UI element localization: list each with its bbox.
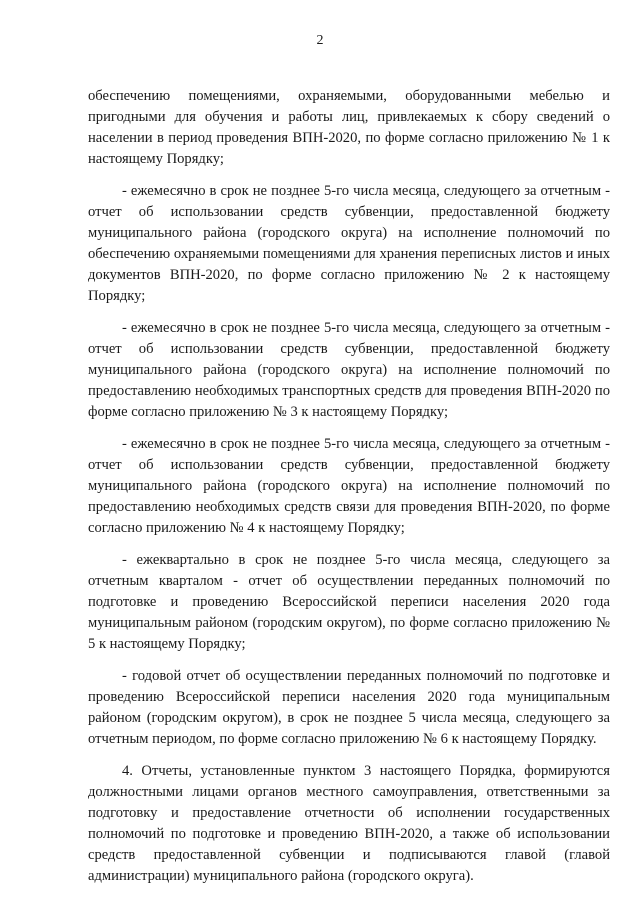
paragraph-monthly-communication-report: - ежемесячно в срок не позднее 5-го числа месяца, следующего за отчетным - отчет об использовании средств субвенции, предоставленной бюджету муниципального района (городского округа) на исполнение полномочий по предоставлению необходимых средств связи для проведения ВПН-2020, по форме согласно приложению № 4 к настоящему Порядку; [88,436,610,536]
paragraph-quarterly-report: - ежеквартально в срок не позднее 5-го числа месяца, следующего за отчетным кварталом - отчет об осуществлении переданных полномочий по подготовке и проведению Всероссийской переписи населения 2020 года муниципальным районом (городским округом), по форме согласно приложению № 5 к настоящему Порядку; [88,552,610,652]
paragraph-annual-report: - годовой отчет об осуществлении переданных полномочий по подготовке и проведению Всероссийской переписи населения 2020 года муниципальным районом (городским округом), в срок не позднее 5 числа месяца, следующего за отчетным периодом, по форме согласно приложению № 6 к настоящему Порядку. [88,668,610,747]
page-number: 2 [316,33,324,48]
paragraph-monthly-premises-report: - ежемесячно в срок не позднее 5-го числа месяца, следующего за отчетным - отчет об использовании средств субвенции, предоставленной бюджету муниципального района (городского округа) на исполнение полномочий по обеспечению охраняемыми помещениями для хранения переписных листов и иных документов ВПН-2020, по форме согласно приложению № 2 к настоящему Порядку; [88,183,610,304]
paragraph-item-4: 4. Отчеты, установленные пунктом 3 настоящего Порядка, формируются должностными лицами органов местного самоуправления, ответственными за подготовку и предоставление отчетности об исполнении государственных полномочий по подготовке и проведению ВПН-2020, а также об использовании средств предоставленной субвенции и подписываются главой (главой администрации) муниципального района (городского округа). [88,763,610,884]
paragraph-monthly-transport-report: - ежемесячно в срок не позднее 5-го числа месяца, следующего за отчетным - отчет об использовании средств субвенции, предоставленной бюджету муниципального района (городского округа) на исполнение полномочий по предоставлению необходимых транспортных средств для проведения ВПН-2020 по форме согласно приложению № 3 к настоящему Порядку; [88,320,610,420]
paragraph-continuation: обеспечению помещениями, охраняемыми, оборудованными мебелью и пригодными для обучения и работы лиц, привлекаемых к сбору сведений о населении в период проведения ВПН-2020, по форме согласно приложению № 1 к настоящему Порядку; [88,88,610,167]
document-body [88,86,610,887]
